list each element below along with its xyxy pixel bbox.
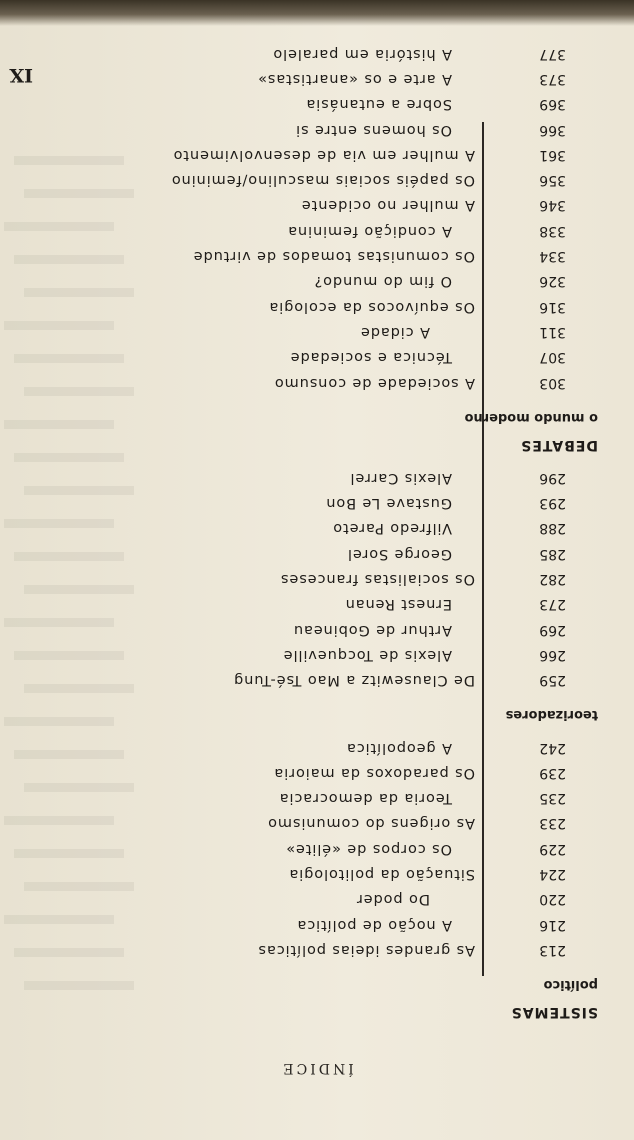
entry-page-number: 311: [539, 324, 566, 340]
page-edge-shadow: [0, 0, 634, 26]
show-through-line: [24, 783, 134, 792]
show-through-line: [14, 255, 124, 264]
entry-page-number: 296: [539, 469, 566, 486]
show-through-line: [4, 420, 114, 429]
show-through-line: [14, 156, 124, 165]
entry-page-number: 239: [539, 764, 566, 781]
toc-entry: [82, 369, 602, 391]
entry-page-number: 373: [539, 71, 566, 87]
show-through-line: [4, 321, 114, 330]
show-through-line: [24, 288, 134, 297]
toc-entry: [82, 590, 602, 612]
subsection-title: o mundo moderno: [464, 409, 598, 425]
entry-title: Técnica e sociedade: [289, 349, 452, 366]
entry-title: Os homens entre si: [295, 121, 452, 138]
entry-page-number: 377: [539, 45, 566, 62]
toc-entry: [82, 464, 602, 486]
entry-title: Ernest Renan: [344, 596, 452, 613]
show-through-line: [4, 915, 114, 924]
entry-title: Vilfredo Pareto: [332, 520, 452, 537]
entry-title: Os corpos de «élite»: [285, 840, 452, 857]
toc-entry: [82, 759, 602, 781]
entry-title: A noção de política: [296, 916, 452, 933]
toc-entry: [82, 784, 602, 806]
entry-title: A cidade: [360, 324, 430, 340]
toc-entry: [82, 666, 602, 688]
entry-page-number: 273: [539, 596, 566, 613]
toc-entry: [82, 40, 602, 62]
toc-entry: [82, 911, 602, 933]
toc-entry: [82, 90, 602, 112]
table-of-contents: [82, 45, 602, 1020]
toc-entry: [82, 489, 602, 511]
show-through-line: [14, 453, 124, 462]
entry-page-number: 334: [539, 248, 566, 265]
entry-title: De Clausewitz a Mao Tsé-Tung: [233, 672, 475, 689]
entry-title: Os paradoxos da maioria: [273, 764, 475, 781]
entry-page-number: 216: [539, 916, 566, 933]
entry-page-number: 282: [539, 571, 566, 588]
toc-entry: [82, 166, 602, 188]
show-through-line: [24, 585, 134, 594]
entry-title: O fim do mundo?: [313, 273, 452, 290]
entry-title: Arthur de Gobineau: [293, 621, 452, 638]
toc-entry: [82, 217, 602, 239]
section-title: SISTEMAS: [510, 1004, 598, 1020]
show-through-line: [4, 717, 114, 726]
entry-page-number: 361: [539, 146, 566, 163]
toc-entry: [82, 242, 602, 264]
entry-title: A mulher no ocidente: [300, 197, 475, 214]
toc-entry: [82, 835, 602, 857]
entry-title: Do poder: [355, 891, 430, 908]
entry-title: Os comunistas tomados de virtude: [192, 248, 475, 265]
show-through-line: [4, 519, 114, 528]
entry-page-number: 235: [539, 790, 566, 807]
show-through-line: [24, 981, 134, 990]
entry-page-number: 220: [539, 891, 566, 908]
running-head-title: ÍNDICE: [280, 1060, 354, 1076]
toc-entry: [82, 860, 602, 882]
toc-entry: [82, 515, 602, 537]
entry-page-number: 346: [539, 197, 566, 214]
entry-title: Alexis de Tocqueville: [282, 647, 452, 663]
entry-page-number: 316: [539, 298, 566, 315]
show-through-line: [24, 684, 134, 693]
toc-entry: [82, 293, 602, 315]
entry-title: Os papéis sociais masculino/feminino: [170, 172, 475, 189]
page-folio: IX: [9, 64, 33, 86]
entry-page-number: 233: [539, 815, 566, 832]
toc-entry: [82, 65, 602, 87]
entry-page-number: 326: [539, 273, 566, 290]
toc-entry: [82, 343, 602, 365]
toc-entry: [82, 318, 602, 340]
show-through-line: [14, 750, 124, 759]
entry-page-number: 366: [539, 121, 566, 138]
entry-page-number: 266: [539, 647, 566, 663]
show-through-line: [4, 222, 114, 231]
show-through-line: [4, 618, 114, 627]
show-through-line: [24, 882, 134, 891]
entry-title: Os socialistas franceses: [280, 571, 475, 588]
toc-entry: [82, 616, 602, 638]
entry-page-number: 259: [539, 672, 566, 689]
entry-title: As grandes ideias políticas: [257, 942, 475, 958]
subsection-title: político: [543, 977, 598, 992]
entry-title: Situação da politologia: [288, 866, 475, 883]
show-through-line: [14, 948, 124, 957]
subsection-title: teorizadores: [505, 707, 598, 723]
show-through-line: [24, 387, 134, 396]
entry-page-number: 288: [539, 520, 566, 537]
entry-page-number: 269: [539, 621, 566, 638]
show-through-line: [24, 486, 134, 495]
entry-title: Gustave Le Bon: [325, 495, 452, 512]
entry-page-number: 224: [539, 866, 566, 883]
toc-entry: [82, 641, 602, 663]
entry-title: A história em paralelo: [272, 45, 452, 62]
section-title: DEBATES: [520, 436, 598, 453]
toc-entry: [82, 565, 602, 587]
entry-title: A sociedade de consumo: [273, 374, 475, 391]
toc-entry: [82, 267, 602, 289]
entry-page-number: 307: [539, 349, 566, 366]
toc-entry: [82, 734, 602, 756]
show-through-line: [14, 354, 124, 363]
entry-page-number: 303: [539, 374, 566, 391]
entry-title: A geopolítica: [346, 739, 452, 756]
show-through-line: [14, 552, 124, 561]
show-through-line: [14, 849, 124, 858]
show-through-line: [14, 651, 124, 660]
toc-entry: [82, 885, 602, 907]
entry-title: Alexis Carrel: [349, 469, 452, 486]
toc-entry: [82, 810, 602, 832]
entry-page-number: 285: [539, 545, 566, 562]
show-through-line: [24, 189, 134, 198]
entry-title: Teoria da democracia: [278, 790, 452, 807]
toc-entry: [82, 116, 602, 138]
entry-title: A condição feminina: [287, 222, 452, 239]
entry-page-number: 213: [539, 942, 566, 958]
entry-page-number: 229: [539, 840, 566, 857]
entry-page-number: 338: [539, 222, 566, 239]
entry-title: A mulher em via de desenvolvimento: [172, 146, 475, 163]
entry-title: George Sorel: [347, 545, 452, 562]
toc-entry: [82, 540, 602, 562]
toc-entry: [82, 141, 602, 163]
entry-title: A arte e os «anartistas»: [257, 71, 452, 87]
entry-title: Sobre a eutanásia: [305, 96, 452, 113]
toc-entry: [82, 192, 602, 214]
entry-page-number: 356: [539, 172, 566, 189]
show-through-line: [4, 816, 114, 825]
entry-title: As origens do comunismo: [267, 815, 475, 832]
entry-page-number: 293: [539, 495, 566, 512]
entry-title: Os equívocos da ecologia: [268, 298, 475, 315]
entry-page-number: 369: [539, 96, 566, 113]
entry-page-number: 242: [539, 739, 566, 756]
toc-entry: [82, 936, 602, 958]
